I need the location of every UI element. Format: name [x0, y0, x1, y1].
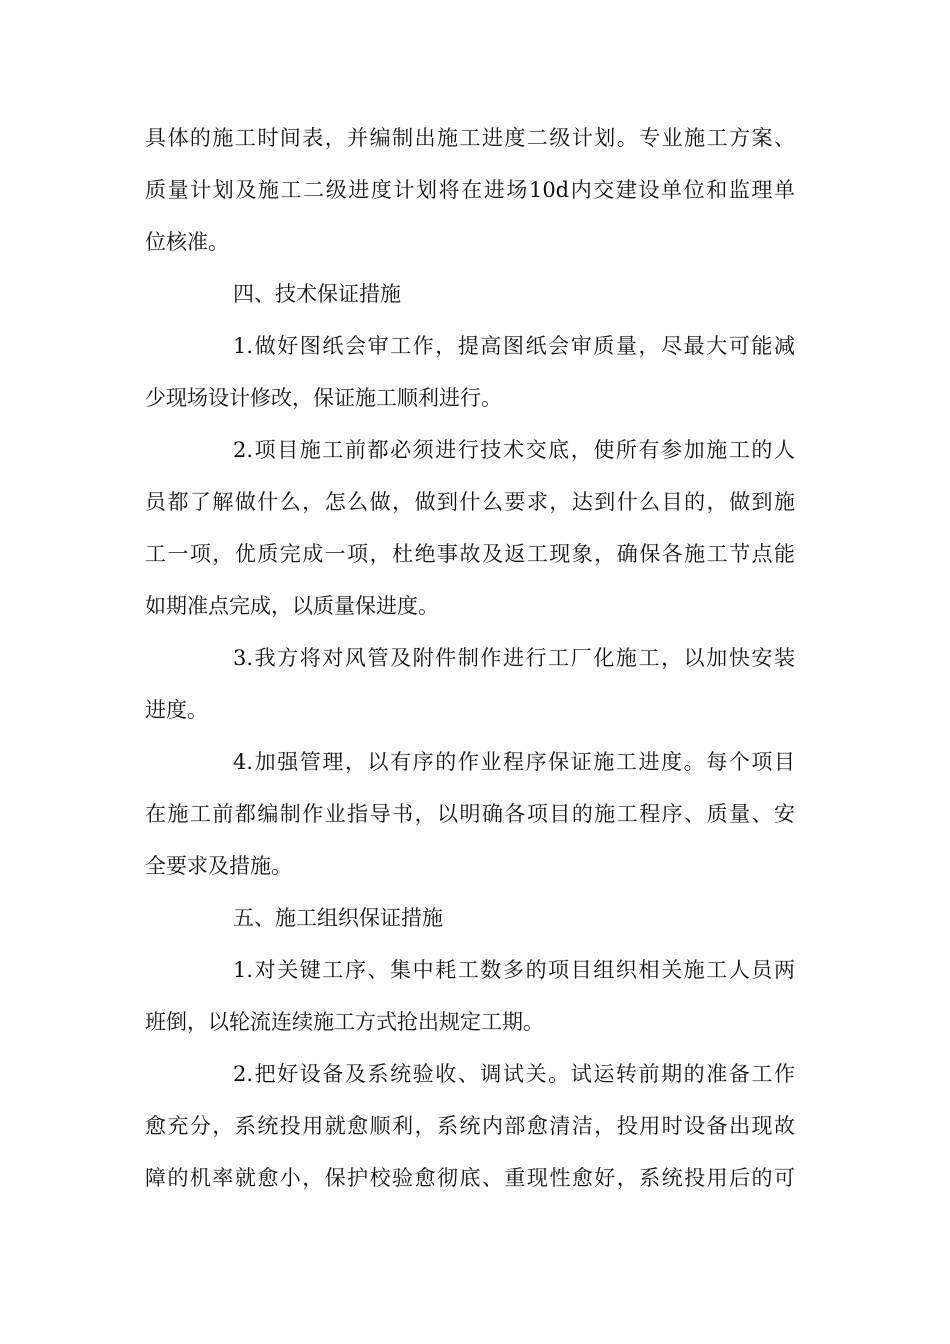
- paragraph-line: 全要求及措施。: [145, 854, 292, 878]
- paragraph-line: 少现场设计修改，保证施工顺利进行。: [145, 386, 502, 410]
- document-body: [145, 112, 795, 1204]
- paragraph-line: 2.项目施工前都必须进行技术交底，使所有参加施工的人: [233, 438, 795, 462]
- section-heading: 五、施工组织保证措施: [233, 906, 443, 930]
- paragraph-line: 位核准。: [145, 230, 229, 254]
- paragraph-line: 障的机率就愈小，保护校验愈彻底、重现性愈好，系统投用后的可: [145, 1166, 795, 1190]
- paragraph-line: 4.加强管理，以有序的作业程序保证施工进度。每个项目: [233, 750, 795, 774]
- paragraph-line: 具体的施工时间表，并编制出施工进度二级计划。专业施工方案、: [145, 126, 795, 150]
- paragraph-line: 1.对关键工序、集中耗工数多的项目组织相关施工人员两: [233, 958, 795, 982]
- section-heading: 四、技术保证措施: [233, 282, 401, 306]
- paragraph-line: 2.把好设备及系统验收、调试关。试运转前期的准备工作: [233, 1062, 795, 1086]
- paragraph-line: 工一项，优质完成一项，杜绝事故及返工现象，确保各施工节点能: [145, 542, 795, 566]
- paragraph-line: 班倒，以轮流连续施工方式抢出规定工期。: [145, 1010, 544, 1034]
- paragraph-line: 1.做好图纸会审工作，提高图纸会审质量，尽最大可能减: [233, 334, 795, 358]
- paragraph-line: 愈充分，系统投用就愈顺利，系统内部愈清洁，投用时设备出现故: [145, 1114, 795, 1138]
- paragraph-line: 员都了解做什么，怎么做，做到什么要求，达到什么目的，做到施: [145, 490, 795, 514]
- paragraph-line: 3.我方将对风管及附件制作进行工厂化施工，以加快安装: [233, 646, 795, 670]
- paragraph-line: 质量计划及施工二级进度计划将在进场10d内交建设单位和监理单: [145, 178, 795, 202]
- paragraph-line: 进度。: [145, 698, 208, 722]
- paragraph-line: 在施工前都编制作业指导书，以明确各项目的施工程序、质量、安: [145, 802, 795, 826]
- paragraph-line: 如期准点完成，以质量保进度。: [145, 594, 439, 618]
